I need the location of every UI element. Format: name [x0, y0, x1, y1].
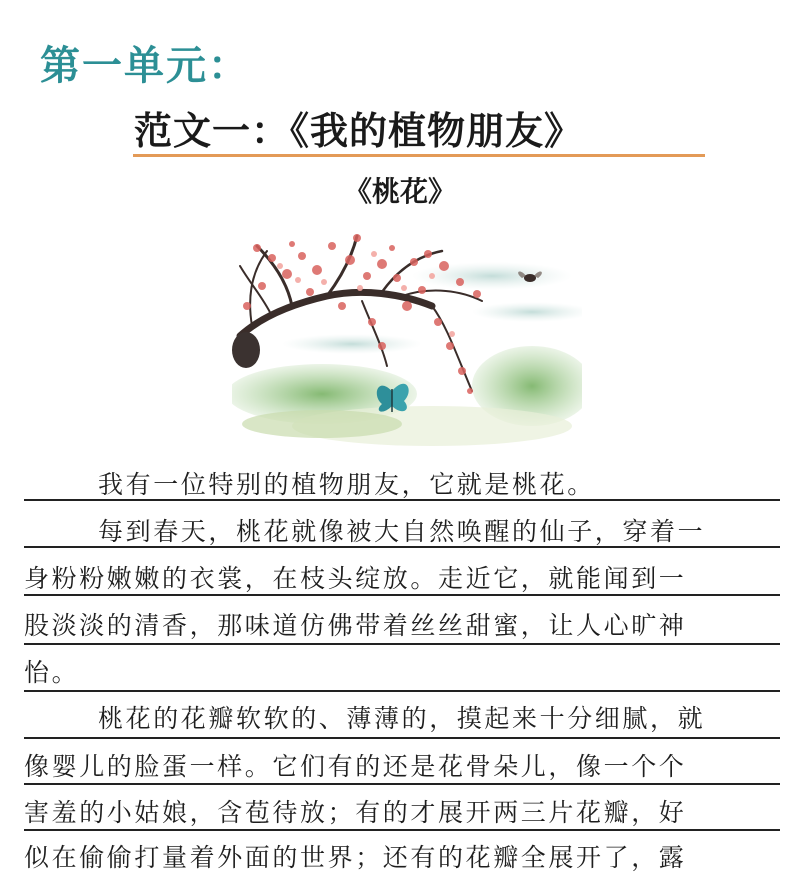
sub-title: 《桃花》	[343, 175, 456, 208]
unit-title: 第一单元：	[40, 43, 250, 89]
body-line: 我有一位特别的植物朋友，它就是桃花。	[98, 470, 595, 499]
body-line: 桃花的花瓣软软的、薄薄的，摸起来十分细腻，就	[98, 704, 706, 733]
body-line: 害羞的小姑娘，含苞待放；有的才展开两三片花瓣，好	[24, 798, 687, 827]
ruled-line	[24, 783, 780, 785]
ruled-line	[24, 829, 780, 831]
body-line: 身粉粉嫩嫩的衣裳，在枝头绽放。走近它，就能闻到一	[24, 564, 687, 593]
essay-title: 范文一：《我的植物朋友》	[134, 109, 584, 153]
ruled-line	[24, 737, 780, 739]
body-line: 像婴儿的脸蛋一样。它们有的还是花骨朵儿，像一个个	[24, 752, 687, 781]
ruled-line	[24, 690, 780, 692]
ruled-line	[24, 643, 780, 645]
ruled-line	[24, 499, 780, 501]
ruled-line	[24, 546, 780, 548]
body-line: 怡。	[24, 658, 80, 687]
essay-body	[24, 0, 780, 872]
body-line: 每到春天，桃花就像被大自然唤醒的仙子，穿着一	[98, 517, 706, 546]
body-line: 股淡淡的清香，那味道仿佛带着丝丝甜蜜，让人心旷神	[24, 611, 687, 640]
ruled-line	[24, 594, 780, 596]
body-line: 似在偷偷打量着外面的世界；还有的花瓣全展开了，露	[24, 843, 687, 872]
